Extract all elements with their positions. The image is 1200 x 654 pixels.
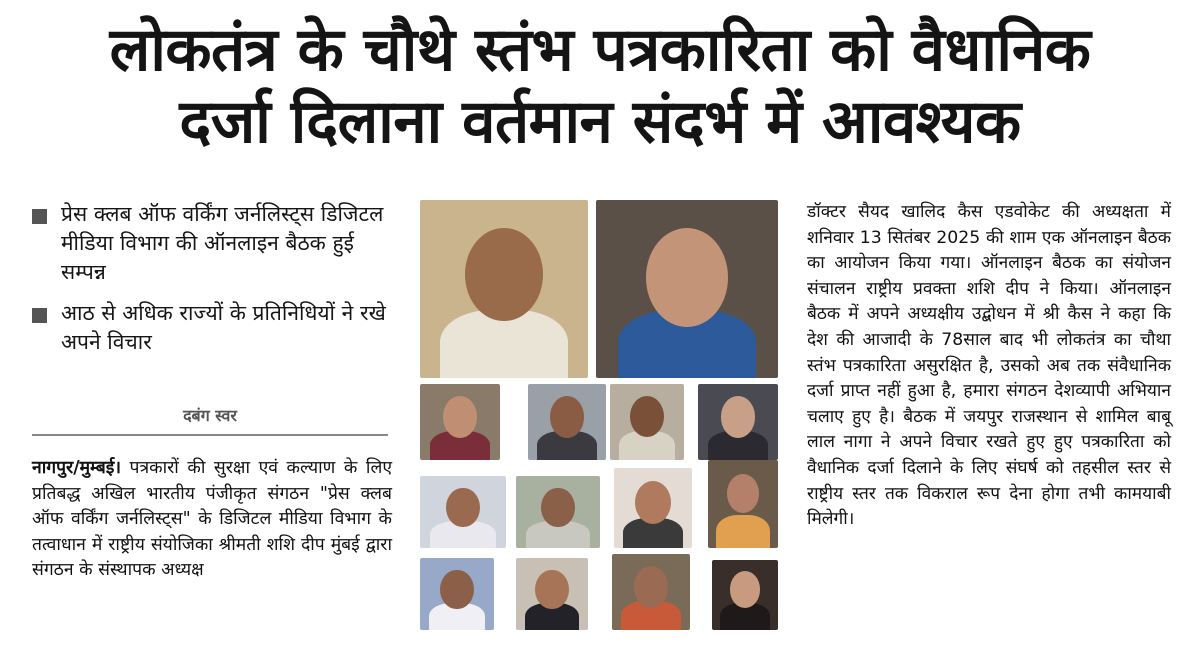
headline-line-1: लोकतंत्र के चौथे स्तंभ पत्रकारिता को वैधानिक (109, 15, 1091, 85)
participant-photo-9 (420, 558, 494, 630)
divider (32, 434, 388, 436)
bullet-text: आठ से अधिक राज्यों के प्रतिनिधियों ने रखे अपने विचार (61, 301, 386, 354)
photo-man-turban-garland (420, 200, 588, 378)
participant-photo-10 (516, 558, 588, 630)
byline: दबंग स्वर (183, 406, 237, 425)
photo-collage (418, 198, 782, 638)
bullet-square-icon (32, 308, 47, 323)
participant-photo-2 (528, 384, 606, 460)
participant-photo-5 (420, 476, 506, 548)
participant-photo-3 (610, 384, 684, 460)
photo-woman-microphone (596, 200, 778, 378)
participant-photo-7 (614, 468, 692, 548)
headline-line-2: दर्जा दिलाना वर्तमान संदर्भ में आवश्यक (179, 87, 1021, 157)
participant-photo-11 (612, 554, 690, 630)
participant-photo-12 (712, 560, 778, 630)
article-right-column: डॉक्टर सैयद खालिद कैस एडवोकेट की अध्यक्षता में शनिवार 13 सितंबर 2025 की शाम एक ऑनलाइन बैठक का आयोजन किया गया। ऑनलाइन बैठक का संयोजन संचालन राष्ट्रीय प्रवक्ता शशि दीप ने किया। ऑनलाइन बैठक में अपने अध्यक्षीय उद्बोधन में श्री कैस ने कहा कि देश की आजादी के 78साल बाद भी लोकतंत्र का चौथा स्तंभ पत्रकारिता असुरक्षित है, उसको अब तक संवैधानिक दर्जा प्राप्त नहीं हुआ है, हमारा संगठन देशव्यापी अभियान चलाए हुए है। बैठक में जयपुर राजस्थान से शामिल बाबू लाल नागा ने अपने विचार रखते हुए हुए पत्रकारिता को वैधानिक दर्जा दिलाने के लिए संघर्ष को तहसील स्तर से राष्ट्रीय स्तर तक विकराल रूप देना होगा तभी कामयाबी मिलेगी। (807, 202, 1171, 530)
bullet-item (32, 200, 392, 287)
article-left-text: पत्रकारों की सुरक्षा एवं कल्याण के लिए प्रतिबद्ध अखिल भारतीय पंजीकृत संगठन "प्रेस क्लब ऑफ वर्किंग जर्नलिस्ट्स" के डिजिटल मीडिया विभाग के तत्वाधान में राष्ट्रीय संयोजिका श्रीमती शशि दीप मुंबई द्वारा संगठन के संस्थापक अध्यक्ष (32, 458, 392, 581)
headline (0, 14, 1200, 158)
dateline: नागपुर/मुम्बई। (32, 458, 121, 478)
participant-photo-1 (420, 384, 500, 460)
bullet-item (32, 299, 392, 357)
participant-photo-8 (708, 460, 778, 548)
highlight-bullets (32, 200, 392, 369)
bullet-square-icon (32, 209, 47, 224)
bullet-text: प्रेस क्लब ऑफ वर्किंग जर्नलिस्ट्स डिजिटल मीडिया विभाग की ऑनलाइन बैठक हुई सम्पन्न (61, 202, 384, 284)
participant-photo-6 (516, 476, 600, 548)
participant-photo-4 (698, 384, 778, 460)
article-left-column (32, 456, 392, 584)
